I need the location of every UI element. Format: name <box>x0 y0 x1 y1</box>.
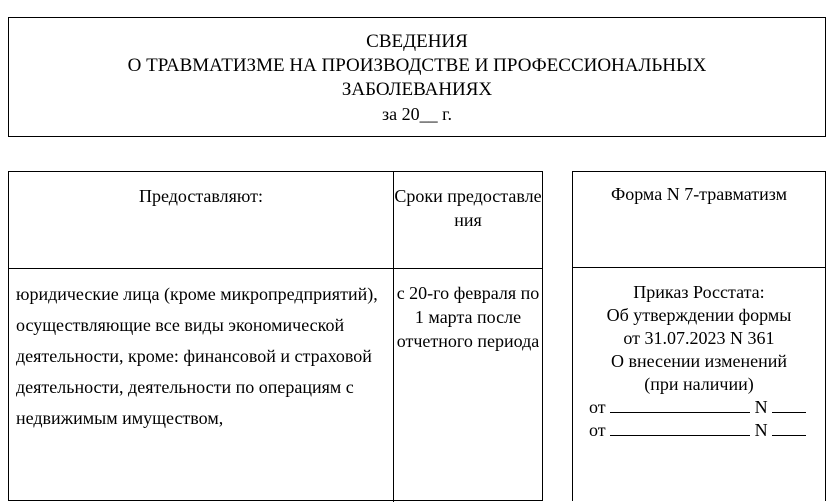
order-line-1: Приказ Росстата: <box>633 282 765 302</box>
number-label: N <box>754 420 768 440</box>
from-label: от <box>589 397 606 417</box>
date-blank <box>610 420 750 436</box>
respondents-table <box>8 171 543 501</box>
provide-text: юридические лица (кроме микропредприятий), осуществляющие все виды экономической деятельности, кроме: финансовой и страховой деятельности, деятельности по операциям с недвижимым имуществом, <box>16 284 378 428</box>
header-terms: Сроки предоставления <box>394 186 542 230</box>
changes-line-1: О внесении изменений <box>610 351 788 371</box>
order-line-3: от 31.07.2023 N 361 <box>623 328 775 348</box>
header-provide: Предоставляют: <box>138 186 264 206</box>
order-line-2: Об утверждении формы <box>606 305 792 325</box>
change-row-1 <box>573 396 825 419</box>
title-line-2: О ТРАВМАТИЗМЕ НА ПРОИЗВОДСТВЕ И ПРОФЕССИОНАЛЬНЫХ <box>127 55 707 76</box>
number-blank <box>772 420 806 436</box>
order-box <box>572 268 826 501</box>
form-name-box <box>572 171 826 268</box>
date-blank <box>610 397 750 413</box>
change-row-2 <box>573 419 825 442</box>
report-period: за 20__ г. <box>382 104 452 124</box>
number-blank <box>772 397 806 413</box>
number-label: N <box>754 397 768 417</box>
title-line-3: ЗАБОЛЕВАНИЯХ <box>341 79 493 100</box>
form-name: Форма N 7-травматизм <box>610 184 787 204</box>
changes-line-2: (при наличии) <box>644 374 754 394</box>
title-box <box>8 17 826 137</box>
terms-text: с 20-го февраля по 1 марта после отчетного периода <box>396 283 540 351</box>
from-label: от <box>589 420 606 440</box>
title-line-1: СВЕДЕНИЯ <box>366 31 468 52</box>
